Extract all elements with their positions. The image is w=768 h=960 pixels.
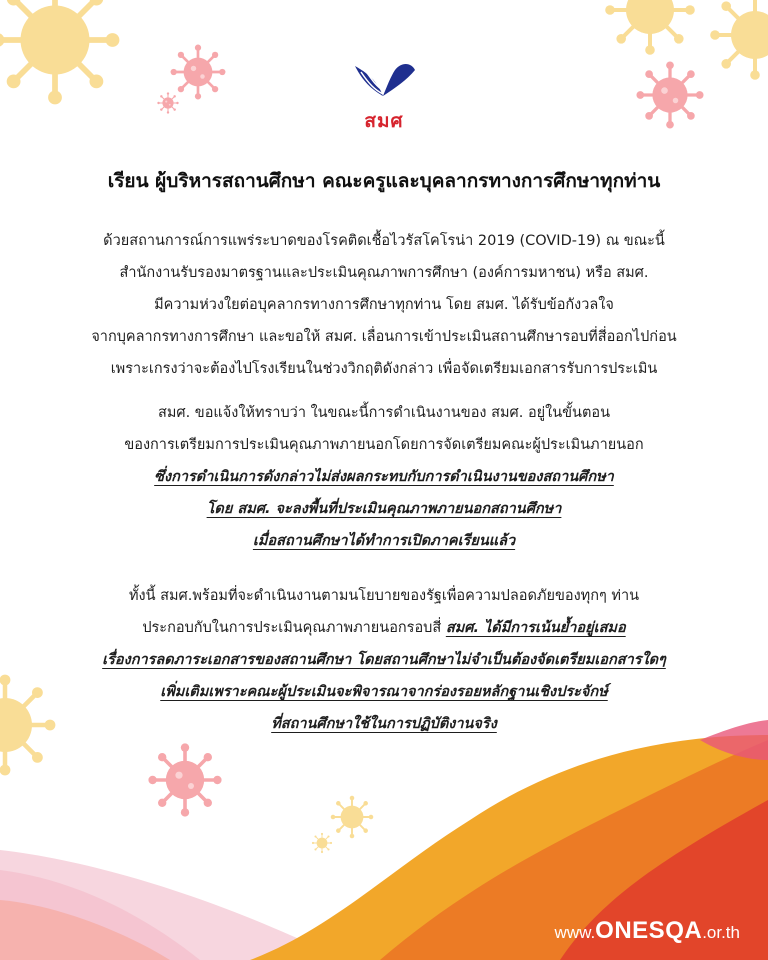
virus-icon xyxy=(636,61,703,128)
virus-icon xyxy=(171,45,226,100)
emphasized-text: โดย สมศ. จะลงพื้นที่ประเมินคุณภาพภายนอกสถานศึกษา xyxy=(206,501,562,517)
logo-text: สมศ xyxy=(364,110,404,132)
onesqa-logo xyxy=(345,58,423,130)
emphasized-text: สมศ. ได้มีการเน้นย้ำอยู่เสมอ xyxy=(445,620,626,636)
website-link[interactable] xyxy=(555,917,740,945)
site-suffix: .or.th xyxy=(702,923,740,942)
paragraph-policy xyxy=(20,580,748,740)
emphasized-text: เพิ่มเติมเพราะคณะผู้ประเมินจะพิจารณาจากร่องรอยหลักฐานเชิงประจักษ์ xyxy=(160,684,608,700)
virus-icon xyxy=(331,796,374,839)
text-line: สมศ. ขอแจ้งให้ทราบว่า ในขณะนี้การดำเนินงานของ สมศ. อยู่ในขั้นตอน xyxy=(157,405,611,421)
emphasized-text: ซึ่งการดำเนินการดังกล่าวไม่ส่งผลกระทบกับการดำเนินงานของสถานศึกษา xyxy=(154,469,614,485)
paragraph-intro xyxy=(20,225,748,385)
emphasized-text: เรื่องการลดภาระเอกสารของสถานศึกษา โดยสถานศึกษาไม่จำเป็นต้องจัดเตรียมเอกสารใดๆ xyxy=(102,652,666,668)
text-line: จากบุคลากรทางการศึกษา และขอให้ สมศ. เลื่อนการเข้าประเมินสถานศึกษารอบที่สี่ออกไปก่อน xyxy=(91,329,677,345)
text-plain: ประกอบกับในการประเมินคุณภาพภายนอกรอบสี่ xyxy=(142,620,442,636)
letter-heading: เรียน ผู้บริหารสถานศึกษา คณะครูและบุคลากรทางการศึกษาทุกท่าน xyxy=(107,170,661,192)
virus-icon xyxy=(157,92,178,113)
virus-icon xyxy=(605,0,695,55)
virus-icon xyxy=(0,0,119,104)
text-line: เพราะเกรงว่าจะต้องไปโรงเรียนในช่วงวิกฤติดังกล่าว เพื่อจัดเตรียมเอกสารรับการประเมิน xyxy=(110,361,658,377)
emphasized-text: เมื่อสถานศึกษาได้ทำการเปิดภาคเรียนแล้ว xyxy=(252,533,516,549)
logo-wing-icon xyxy=(345,58,423,106)
paragraph-status xyxy=(20,397,748,557)
site-prefix: www. xyxy=(554,923,596,942)
site-brand: ONESQA xyxy=(595,917,703,944)
text-line: ของการเตรียมการประเมินคุณภาพภายนอกโดยการจัดเตรียมคณะผู้ประเมินภายนอก xyxy=(124,437,644,453)
virus-icon xyxy=(312,833,332,853)
virus-icon xyxy=(710,0,768,80)
text-line: ด้วยสถานการณ์การแพร่ระบาดของโรคติดเชื้อไวรัสโคโรน่า 2019 (COVID-19) ณ ขณะนี้ xyxy=(103,233,665,249)
virus-icon xyxy=(148,743,221,816)
text-line: สำนักงานรับรองมาตรฐานและประเมินคุณภาพการศึกษา (องค์การมหาชน) หรือ สมศ. xyxy=(119,265,649,281)
text-line: มีความห่วงใยต่อบุคลากรทางการศึกษาทุกท่าน โดย สมศ. ได้รับข้อกังวลใจ xyxy=(154,297,614,313)
emphasized-text: ที่สถานศึกษาใช้ในการปฏิบัติงานจริง xyxy=(271,716,497,732)
text-line: ทั้งนี้ สมศ.พร้อมที่จะดำเนินงานตามนโยบายของรัฐเพื่อความปลอดภัยของทุกๆ ท่าน xyxy=(128,588,640,604)
